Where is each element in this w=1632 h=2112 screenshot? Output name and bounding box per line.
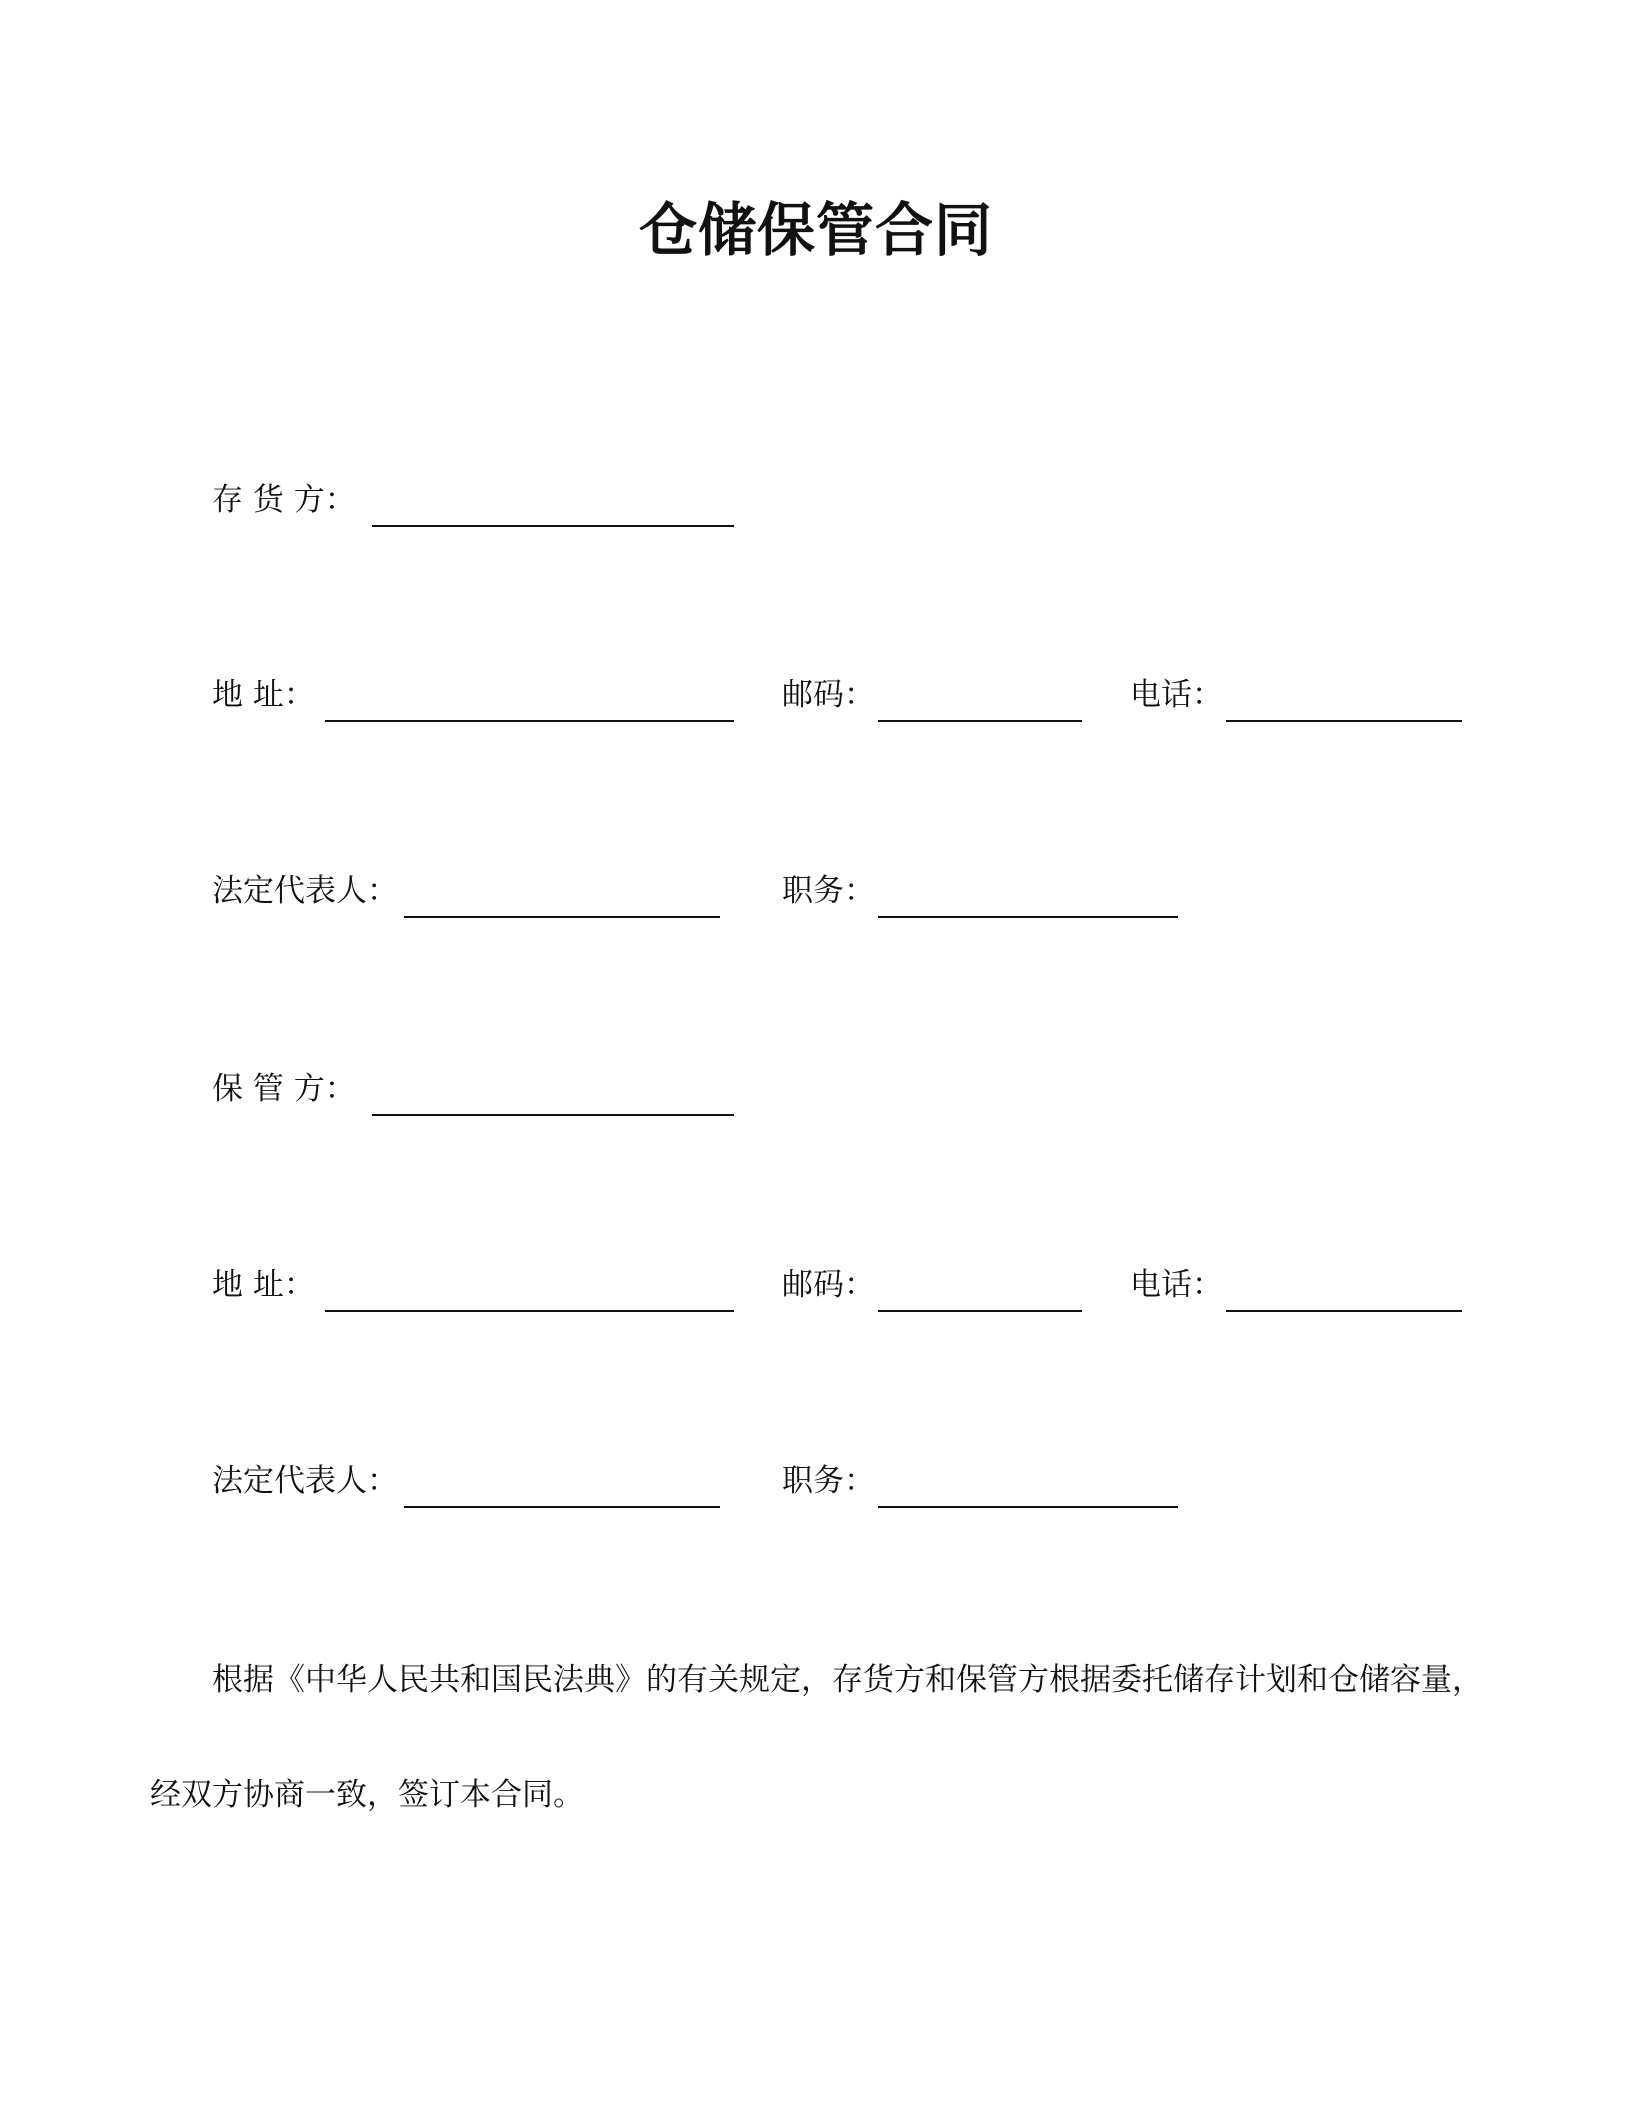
depositor-legal-rep-label: 法定代表人： xyxy=(212,873,398,909)
custodian-address-blank[interactable] xyxy=(325,1310,734,1312)
depositor-phone-label: 电话： xyxy=(1130,677,1223,713)
custodian-postcode-label: 邮码： xyxy=(782,1267,875,1303)
custodian-position-label: 职务： xyxy=(782,1463,875,1499)
custodian-address-label: 地 址： xyxy=(212,1267,315,1303)
depositor-legal-rep-row xyxy=(0,866,1632,926)
custodian-address-row xyxy=(0,1260,1632,1320)
custodian-party-label: 保 管 方： xyxy=(212,1071,356,1107)
depositor-party-blank[interactable] xyxy=(372,525,734,527)
depositor-address-row xyxy=(0,670,1632,730)
depositor-postcode-blank[interactable] xyxy=(878,720,1082,722)
intro-paragraph-line-1: 根据《中华人民共和国民法典》的有关规定，存货方和保管方根据委托储存计划和仓储容量， xyxy=(212,1662,1483,1698)
depositor-postcode-label: 邮码： xyxy=(782,677,875,713)
custodian-phone-blank[interactable] xyxy=(1226,1310,1462,1312)
custodian-legal-rep-label: 法定代表人： xyxy=(212,1463,398,1499)
depositor-address-label: 地 址： xyxy=(212,677,315,713)
page-title: 仓储保管合同 xyxy=(638,196,993,264)
depositor-legal-rep-blank[interactable] xyxy=(404,916,720,918)
depositor-party-label: 存 货 方： xyxy=(212,482,356,518)
depositor-position-label: 职务： xyxy=(782,873,875,909)
custodian-legal-rep-blank[interactable] xyxy=(404,1506,720,1508)
custodian-postcode-blank[interactable] xyxy=(878,1310,1082,1312)
depositor-address-blank[interactable] xyxy=(325,720,734,722)
custodian-party-row xyxy=(0,1064,1632,1124)
depositor-party-row xyxy=(0,475,1632,535)
custodian-party-blank[interactable] xyxy=(372,1114,734,1116)
depositor-position-blank[interactable] xyxy=(878,916,1178,918)
depositor-phone-blank[interactable] xyxy=(1226,720,1462,722)
intro-paragraph-line-2: 经双方协商一致，签订本合同。 xyxy=(150,1777,584,1813)
custodian-phone-label: 电话： xyxy=(1130,1267,1223,1303)
custodian-position-blank[interactable] xyxy=(878,1506,1178,1508)
custodian-legal-rep-row xyxy=(0,1456,1632,1516)
